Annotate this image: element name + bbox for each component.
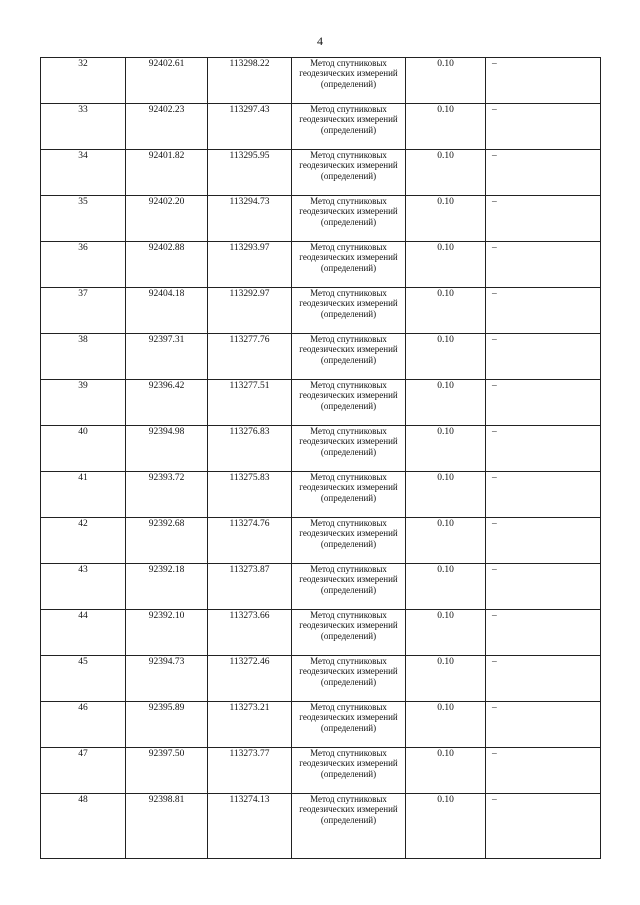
table-row	[41, 518, 601, 564]
point-number-cell: 43	[41, 564, 126, 610]
note-cell: –	[486, 334, 601, 380]
x-coordinate-cell: 92397.50	[126, 748, 208, 794]
y-coordinate-cell: 113275.83	[208, 472, 292, 518]
y-coordinate-cell: 113273.77	[208, 748, 292, 794]
accuracy-cell: 0.10	[406, 518, 486, 564]
point-number-cell: 39	[41, 380, 126, 426]
note-cell: –	[486, 288, 601, 334]
accuracy-cell: 0.10	[406, 104, 486, 150]
method-cell: Метод спутниковых геодезических измерений (определений)	[292, 794, 406, 859]
y-coordinate-cell: 113294.73	[208, 196, 292, 242]
accuracy-cell: 0.10	[406, 610, 486, 656]
note-cell: –	[486, 58, 601, 104]
method-cell: Метод спутниковых геодезических измерений (определений)	[292, 656, 406, 702]
method-cell: Метод спутниковых геодезических измерений (определений)	[292, 472, 406, 518]
table-row	[41, 196, 601, 242]
accuracy-cell: 0.10	[406, 288, 486, 334]
accuracy-cell: 0.10	[406, 794, 486, 859]
table-row	[41, 610, 601, 656]
x-coordinate-cell: 92396.42	[126, 380, 208, 426]
y-coordinate-cell: 113272.46	[208, 656, 292, 702]
note-cell: –	[486, 472, 601, 518]
point-number-cell: 36	[41, 242, 126, 288]
note-cell: –	[486, 656, 601, 702]
y-coordinate-cell: 113273.66	[208, 610, 292, 656]
method-cell: Метод спутниковых геодезических измерений (определений)	[292, 518, 406, 564]
accuracy-cell: 0.10	[406, 472, 486, 518]
y-coordinate-cell: 113292.97	[208, 288, 292, 334]
table-row	[41, 334, 601, 380]
accuracy-cell: 0.10	[406, 150, 486, 196]
y-coordinate-cell: 113293.97	[208, 242, 292, 288]
x-coordinate-cell: 92397.31	[126, 334, 208, 380]
table-row	[41, 380, 601, 426]
accuracy-cell: 0.10	[406, 656, 486, 702]
point-number-cell: 47	[41, 748, 126, 794]
x-coordinate-cell: 92398.81	[126, 794, 208, 859]
table-row	[41, 242, 601, 288]
method-cell: Метод спутниковых геодезических измерений (определений)	[292, 196, 406, 242]
point-number-cell: 40	[41, 426, 126, 472]
x-coordinate-cell: 92392.10	[126, 610, 208, 656]
point-number-cell: 44	[41, 610, 126, 656]
method-cell: Метод спутниковых геодезических измерений (определений)	[292, 58, 406, 104]
x-coordinate-cell: 92392.18	[126, 564, 208, 610]
accuracy-cell: 0.10	[406, 242, 486, 288]
x-coordinate-cell: 92402.88	[126, 242, 208, 288]
method-cell: Метод спутниковых геодезических измерений (определений)	[292, 564, 406, 610]
accuracy-cell: 0.10	[406, 334, 486, 380]
table-row	[41, 702, 601, 748]
method-cell: Метод спутниковых геодезических измерений (определений)	[292, 334, 406, 380]
y-coordinate-cell: 113274.76	[208, 518, 292, 564]
y-coordinate-cell: 113277.76	[208, 334, 292, 380]
point-number-cell: 32	[41, 58, 126, 104]
y-coordinate-cell: 113277.51	[208, 380, 292, 426]
x-coordinate-cell: 92404.18	[126, 288, 208, 334]
note-cell: –	[486, 748, 601, 794]
note-cell: –	[486, 426, 601, 472]
y-coordinate-cell: 113273.87	[208, 564, 292, 610]
page-number: 4	[317, 34, 323, 48]
accuracy-cell: 0.10	[406, 196, 486, 242]
note-cell: –	[486, 564, 601, 610]
y-coordinate-cell: 113274.13	[208, 794, 292, 859]
table-row	[41, 150, 601, 196]
note-cell: –	[486, 610, 601, 656]
point-number-cell: 46	[41, 702, 126, 748]
point-number-cell: 37	[41, 288, 126, 334]
x-coordinate-cell: 92392.68	[126, 518, 208, 564]
accuracy-cell: 0.10	[406, 702, 486, 748]
note-cell: –	[486, 518, 601, 564]
table-row	[41, 426, 601, 472]
x-coordinate-cell: 92393.72	[126, 472, 208, 518]
y-coordinate-cell: 113297.43	[208, 104, 292, 150]
point-number-cell: 38	[41, 334, 126, 380]
x-coordinate-cell: 92402.23	[126, 104, 208, 150]
accuracy-cell: 0.10	[406, 380, 486, 426]
table-row	[41, 104, 601, 150]
x-coordinate-cell: 92395.89	[126, 702, 208, 748]
point-number-cell: 33	[41, 104, 126, 150]
x-coordinate-cell: 92401.82	[126, 150, 208, 196]
note-cell: –	[486, 702, 601, 748]
point-number-cell: 48	[41, 794, 126, 859]
accuracy-cell: 0.10	[406, 426, 486, 472]
note-cell: –	[486, 242, 601, 288]
method-cell: Метод спутниковых геодезических измерений (определений)	[292, 242, 406, 288]
table-row	[41, 564, 601, 610]
point-number-cell: 42	[41, 518, 126, 564]
x-coordinate-cell: 92394.73	[126, 656, 208, 702]
point-number-cell: 45	[41, 656, 126, 702]
table-row	[41, 748, 601, 794]
note-cell: –	[486, 104, 601, 150]
table-row	[41, 794, 601, 859]
point-number-cell: 34	[41, 150, 126, 196]
y-coordinate-cell: 113295.95	[208, 150, 292, 196]
x-coordinate-cell: 92394.98	[126, 426, 208, 472]
x-coordinate-cell: 92402.61	[126, 58, 208, 104]
point-number-cell: 41	[41, 472, 126, 518]
table-row	[41, 288, 601, 334]
y-coordinate-cell: 113276.83	[208, 426, 292, 472]
note-cell: –	[486, 150, 601, 196]
method-cell: Метод спутниковых геодезических измерений (определений)	[292, 104, 406, 150]
note-cell: –	[486, 380, 601, 426]
coordinates-table-body	[41, 58, 601, 859]
note-cell: –	[486, 196, 601, 242]
accuracy-cell: 0.10	[406, 58, 486, 104]
accuracy-cell: 0.10	[406, 748, 486, 794]
method-cell: Метод спутниковых геодезических измерений (определений)	[292, 288, 406, 334]
note-cell: –	[486, 794, 601, 859]
method-cell: Метод спутниковых геодезических измерений (определений)	[292, 702, 406, 748]
method-cell: Метод спутниковых геодезических измерений (определений)	[292, 426, 406, 472]
x-coordinate-cell: 92402.20	[126, 196, 208, 242]
point-number-cell: 35	[41, 196, 126, 242]
table-row	[41, 656, 601, 702]
method-cell: Метод спутниковых геодезических измерений (определений)	[292, 380, 406, 426]
y-coordinate-cell: 113273.21	[208, 702, 292, 748]
table-row	[41, 472, 601, 518]
method-cell: Метод спутниковых геодезических измерений (определений)	[292, 610, 406, 656]
coordinates-table	[40, 57, 601, 859]
table-row	[41, 58, 601, 104]
y-coordinate-cell: 113298.22	[208, 58, 292, 104]
method-cell: Метод спутниковых геодезических измерений (определений)	[292, 748, 406, 794]
method-cell: Метод спутниковых геодезических измерений (определений)	[292, 150, 406, 196]
accuracy-cell: 0.10	[406, 564, 486, 610]
